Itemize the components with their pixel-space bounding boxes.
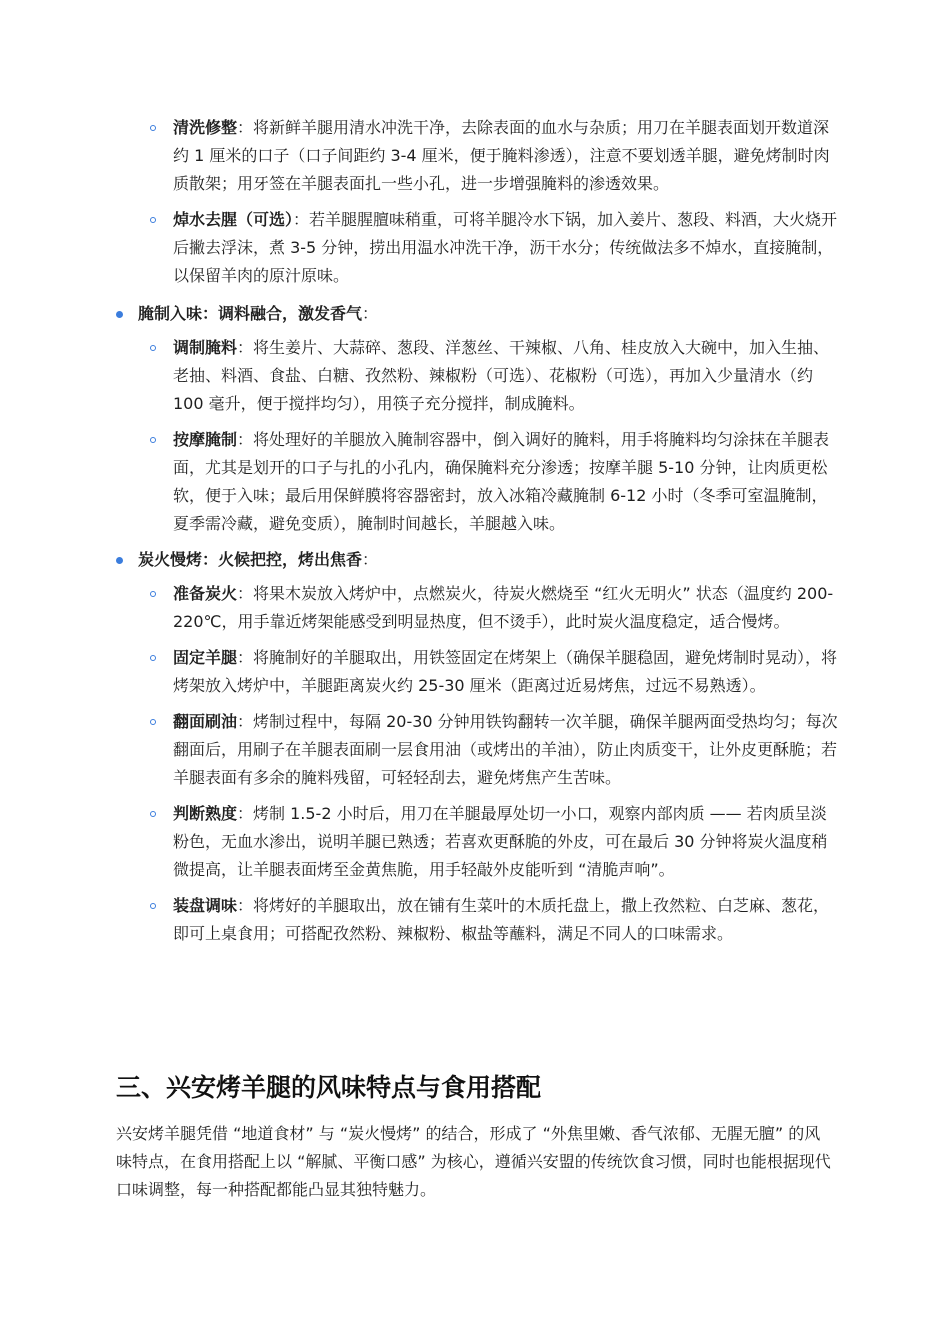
item-term: 装盘调味 xyxy=(173,896,238,915)
list-heading: 炭火慢烤：火候把控，烤出焦香 xyxy=(138,550,363,569)
step-group-roast xyxy=(0,546,950,948)
dot-bullet-icon xyxy=(116,557,123,564)
step-group-prep xyxy=(0,114,950,290)
circle-bullet-icon xyxy=(150,217,156,223)
list-item xyxy=(0,206,838,290)
circle-bullet-icon xyxy=(150,719,156,725)
list-heading-item xyxy=(0,546,838,574)
item-text: ：将烤好的羊腿取出，放在铺有生菜叶的木质托盘上，撒上孜然粒、白芝麻、葱花，即可上桌食用；可搭配孜然粉、辣椒粉、椒盐等蘸料，满足不同人的口味需求。 xyxy=(173,896,830,943)
circle-bullet-icon xyxy=(150,811,156,817)
item-term: 判断熟度 xyxy=(173,804,238,823)
list-heading-suffix: ： xyxy=(362,304,379,323)
circle-bullet-icon xyxy=(150,437,156,443)
list-item xyxy=(0,708,838,792)
item-term: 固定羊腿 xyxy=(173,648,238,667)
list-heading-item xyxy=(0,300,838,328)
list-heading-suffix: ： xyxy=(362,550,379,569)
item-text: ：将腌制好的羊腿取出，用铁签固定在烤架上（确保羊腿稳固，避免烤制时晃动），将烤架放入烤炉中，羊腿距离炭火约 25-30 厘米（距离过近易烤焦，过远不易熟透）。 xyxy=(173,648,838,695)
item-text: ：烤制 1.5-2 小时后，用刀在羊腿最厚处切一小口，观察内部肉质 —— 若肉质呈淡粉色，无血水渗出，说明羊腿已熟透；若喜欢更酥脆的外皮，可在最后 30 分钟将炭火温度稍微提高，让羊腿表面烤至金黄焦脆，用手轻敲外皮能听到 “清脆声响”。 xyxy=(173,804,828,879)
item-term: 调制腌料 xyxy=(173,338,238,357)
circle-bullet-icon xyxy=(150,125,156,131)
list-item xyxy=(0,644,838,700)
list-item xyxy=(0,334,838,418)
list-item xyxy=(0,580,838,636)
item-term: 翻面刷油 xyxy=(173,712,238,731)
item-term: 焯水去腥（可选） xyxy=(173,210,294,229)
item-term: 按摩腌制 xyxy=(173,430,238,449)
item-text: ：将处理好的羊腿放入腌制容器中，倒入调好的腌料，用手将腌料均匀涂抹在羊腿表面，尤其是划开的口子与扎的小孔内，确保腌料充分渗透；按摩羊腿 5-10 分钟，让肉质更松软，便于入味；最后用保鲜膜将容器密封，放入冰箱冷藏腌制 6-12 小时（冬季可室温腌制，夏季需冷藏，避免变质），腌制时间越长，羊腿越入味。 xyxy=(173,430,830,533)
circle-bullet-icon xyxy=(150,591,156,597)
circle-bullet-icon xyxy=(150,655,156,661)
circle-bullet-icon xyxy=(150,345,156,351)
list-heading: 腌制入味：调料融合，激发香气 xyxy=(138,304,363,323)
list-item xyxy=(0,800,838,884)
item-text: ：若羊腿腥膻味稍重，可将羊腿冷水下锅，加入姜片、葱段、料酒，大火烧开后撇去浮沫，煮 3-5 分钟，捞出用温水冲洗干净，沥干水分；传统做法多不焯水，直接腌制，以保留羊肉的原汁原味。 xyxy=(173,210,838,285)
list-item xyxy=(0,426,838,538)
item-term: 清洗修整 xyxy=(173,118,238,137)
item-text: ：将果木炭放入烤炉中，点燃炭火，待炭火燃烧至 “红火无明火” 状态（温度约 200-220℃，用手靠近烤架能感受到明显热度，但不烫手），此时炭火温度稳定，适合慢烤。 xyxy=(173,584,834,631)
list-item xyxy=(0,892,838,948)
step-group-marinate xyxy=(0,300,950,538)
steps-list xyxy=(0,114,950,956)
item-term: 准备炭火 xyxy=(173,584,238,603)
circle-bullet-icon xyxy=(150,903,156,909)
list-item xyxy=(0,114,838,198)
dot-bullet-icon xyxy=(116,311,123,318)
item-text: ：将新鲜羊腿用清水冲洗干净，去除表面的血水与杂质；用刀在羊腿表面划开数道深约 1 厘米的口子（口子间距约 3-4 厘米，便于腌料渗透），注意不要划透羊腿，避免烤制时肉质散架；用牙签在羊腿表面扎一些小孔，进一步增强腌料的渗透效果。 xyxy=(173,118,830,193)
section-title: 三、兴安烤羊腿的风味特点与食用搭配 xyxy=(116,1073,542,1102)
item-text: ：烤制过程中，每隔 20-30 分钟用铁钩翻转一次羊腿，确保羊腿两面受热均匀；每次翻面后，用刷子在羊腿表面刷一层食用油（或烤出的羊油），防止肉质变干，让外皮更酥脆；若羊腿表面有多余的腌料残留，可轻轻刮去，避免烤焦产生苦味。 xyxy=(173,712,838,787)
item-text: ：将生姜片、大蒜碎、葱段、洋葱丝、干辣椒、八角、桂皮放入大碗中，加入生抽、老抽、料酒、食盐、白糖、孜然粉、辣椒粉（可选）、花椒粉（可选），再加入少量清水（约 100 毫升，便于搅拌均匀），用筷子充分搅拌，制成腌料。 xyxy=(173,338,830,413)
section-paragraph: 兴安烤羊腿凭借 “地道食材” 与 “炭火慢烤” 的结合，形成了 “外焦里嫩、香气浓郁、无腥无膻” 的风味特点，在食用搭配上以 “解腻、平衡口感” 为核心，遵循兴安盟的传统饮食习惯，同时也能根据现代口味调整，每一种搭配都能凸显其独特魅力。 xyxy=(116,1124,831,1199)
